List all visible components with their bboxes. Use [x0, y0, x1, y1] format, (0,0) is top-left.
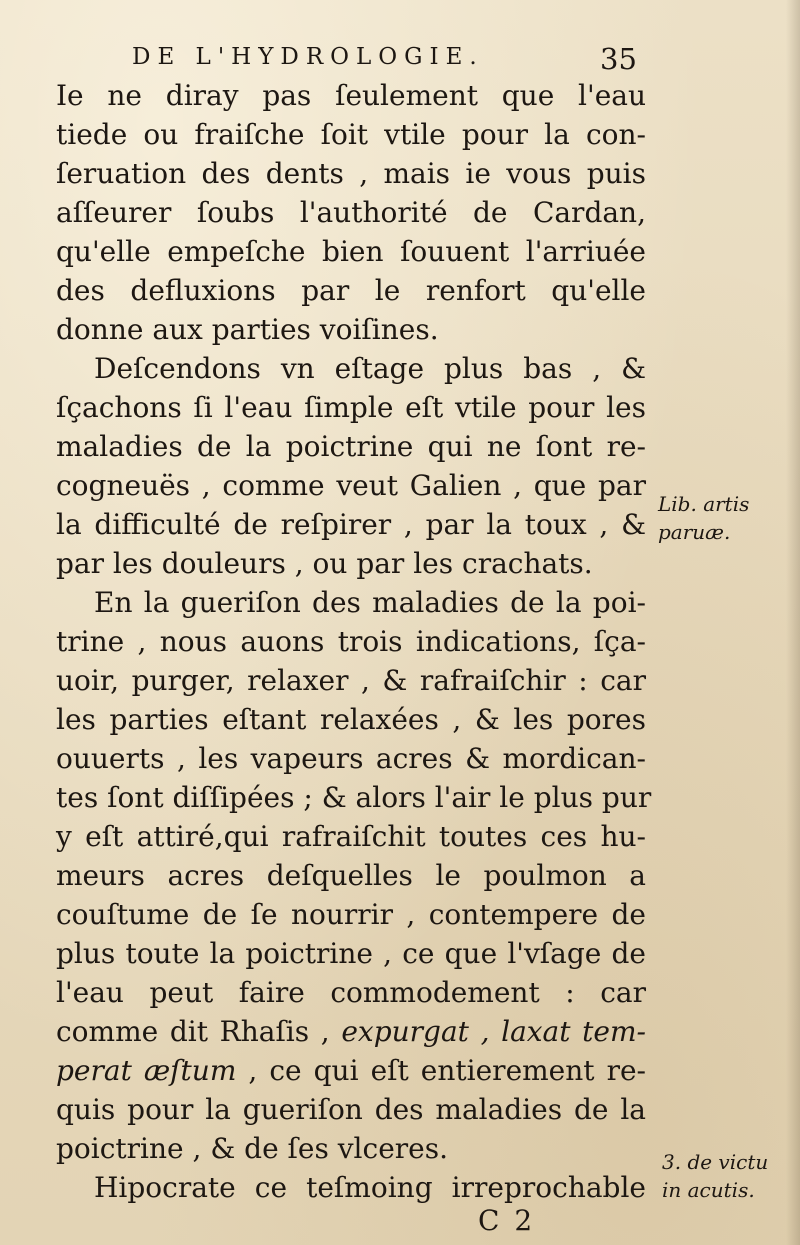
body-line: aſſeurer ſoubs l'authorité de Cardan, [56, 196, 646, 229]
body-line: par les douleurs , ou par les crachats. [56, 547, 593, 580]
signature-mark: C 2 [478, 1204, 536, 1237]
body-line-part: comme dit Rhaſis , [56, 1015, 330, 1048]
body-line-mixed [56, 1012, 646, 1051]
page-edge-shadow [786, 0, 800, 1245]
body-line: plus toute la poictrine , ce que l'vſage de [56, 937, 646, 970]
body-line: En la gueriſon des maladies de la poi- [94, 586, 646, 619]
body-line: Ie ne diray pas ſeulement que l'eau [56, 79, 646, 112]
body-line: maladies de la poictrine qui ne ſont re- [56, 430, 646, 463]
margin-note-citation [658, 490, 749, 546]
body-line: Hipocrate ce teſmoing irreprochable [94, 1171, 646, 1204]
body-line: trine , nous auons trois indications, ſça- [56, 625, 646, 658]
body-line: ſçachons ſi l'eau ſimple eſt vtile pour les [56, 391, 646, 424]
page-number: 35 [600, 42, 637, 76]
running-head-text: DE L'HYDROLOGIE. [132, 44, 484, 70]
margin-note-line: 3. de victu [662, 1150, 769, 1174]
margin-note-line: Lib. artis [658, 492, 750, 516]
body-text [56, 76, 652, 1207]
margin-note-line: in acutis. [662, 1178, 755, 1202]
body-line: la difficulté de reſpirer , par la toux , & [56, 508, 646, 541]
body-line: Deſcendons vn eſtage plus bas , & [94, 352, 646, 385]
body-line: l'eau peut faire commodement : car [56, 976, 646, 1009]
body-line-mixed [56, 1051, 646, 1090]
body-line: qu'elle empeſche bien ſouuent l'arriuée [56, 235, 646, 268]
body-line: les parties eſtant relaxées , & les pores [56, 703, 646, 736]
body-line: quis pour la gueriſon des maladies de la [56, 1093, 646, 1126]
body-line-part: , ce qui eſt entierement re- [248, 1054, 646, 1087]
body-line: tes ſont diſſipées ; & alors l'air le plus pur [56, 781, 652, 814]
margin-note-citation [662, 1148, 768, 1204]
latin-quotation: expurgat , laxat tem- [341, 1015, 646, 1048]
body-line: ſeruation des dents , mais ie vous puis [56, 157, 646, 190]
body-line: tiede ou fraiſche ſoit vtile pour la con- [56, 118, 646, 151]
body-line: meurs acres deſquelles le poulmon a [56, 859, 646, 892]
body-line: ouuerts , les vapeurs acres & mordican- [56, 742, 646, 775]
body-line: cogneuës , comme veut Galien , que par [56, 469, 646, 502]
body-line: uoir, purger, relaxer , & rafraiſchir : car [56, 664, 646, 697]
body-line: y eſt attiré,qui rafraiſchit toutes ces hu- [56, 820, 646, 853]
margin-note-line: paruæ. [658, 520, 731, 544]
body-line: poictrine , & de ſes vlceres. [56, 1132, 448, 1165]
latin-quotation: perat æſtum [56, 1054, 237, 1087]
body-line: donne aux parties voiſines. [56, 313, 439, 346]
running-head [132, 44, 484, 70]
body-line: des defluxions par le renfort qu'elle [56, 274, 646, 307]
body-line: couſtume de ſe nourrir , contempere de [56, 898, 646, 931]
